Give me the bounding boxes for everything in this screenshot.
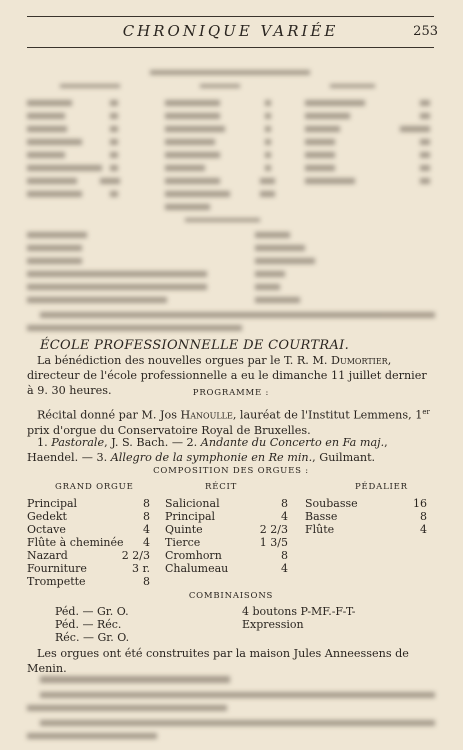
recit-heading: RÉCIT	[205, 482, 238, 492]
section-title: ÉCOLE PROFESSIONNELLE DE COURTRAI.	[40, 338, 350, 353]
top-rule	[27, 16, 434, 17]
stop-name: Tierce	[165, 536, 201, 549]
stop-name: Cromhorn	[165, 549, 222, 562]
pieces-paragraph: 1. Pastorale, J. S. Bach. — 2. Andante du Concerto en Fa maj., Haendel. — 3. Allegro de la symphonie en Re min., Guilmant.	[27, 436, 388, 464]
stop-name: Nazard	[27, 549, 68, 562]
programme-heading: PROGRAMME :	[192, 388, 270, 398]
combination-buttons: 4 boutons P-MF.-F-T-	[242, 605, 356, 618]
composition-heading: COMPOSITION DES ORGUES :	[153, 466, 309, 476]
recital-paragraph: Récital donné par M. Jos Hanoulle, lauréat de l'Institut Lemmens, 1er prix d'orgue du Conservatoire Royal de Bruxelles.	[27, 408, 430, 437]
combination-item: Péd. — Réc.	[55, 618, 122, 631]
page-number: 253	[413, 24, 438, 39]
stop-name: Quinte	[165, 523, 203, 536]
stop-name: Gedekt	[27, 510, 67, 523]
stop-name: Trompette	[27, 575, 86, 588]
running-head: CHRONIQUE VARIÉE	[122, 22, 339, 40]
pedalier-heading: PÉDALIER	[355, 482, 408, 492]
stop-name: Salicional	[165, 497, 220, 510]
header-rule	[27, 47, 434, 48]
stop-value: 4	[143, 523, 150, 536]
closing-paragraph: Les orgues ont été construites par la maison Jules Anneessens de Menin.	[27, 647, 409, 675]
stop-name: Principal	[27, 497, 78, 510]
stop-value: 16	[413, 497, 427, 510]
intro-paragraph: La bénédiction des nouvelles orgues par le T. R. M. Dumortier, directeur de l'école professionnelle a eu le dimanche 11 juillet dernier à 9. 30 heures.	[27, 354, 427, 397]
stop-value: 8	[281, 549, 288, 562]
stop-name: Chalumeau	[165, 562, 229, 575]
stop-name: Flûte à cheminée	[27, 536, 124, 549]
stop-value: 2 2/3	[259, 523, 288, 536]
stop-value: 3 r.	[131, 562, 150, 575]
combination-item: Réc. — Gr. O.	[55, 631, 130, 644]
stop-name: Basse	[305, 510, 338, 523]
stop-name: Principal	[165, 510, 216, 523]
combination-item: Péd. — Gr. O.	[55, 605, 129, 618]
stop-value: 4	[143, 536, 150, 549]
stop-value: 8	[281, 497, 288, 510]
stop-value: 8	[143, 575, 150, 588]
stop-name: Flûte	[305, 523, 335, 536]
stop-value: 2 2/3	[121, 549, 150, 562]
stop-value: 4	[281, 510, 288, 523]
stop-value: 4	[420, 523, 427, 536]
combination-expression: Expression	[242, 618, 304, 631]
stop-value: 4	[281, 562, 288, 575]
stop-value: 8	[143, 510, 150, 523]
combinaisons-heading: COMBINAISONS	[188, 591, 274, 601]
stop-value: 8	[420, 510, 427, 523]
stop-value: 1 3/5	[259, 536, 288, 549]
stop-value: 8	[143, 497, 150, 510]
stop-name: Fourniture	[27, 562, 87, 575]
stop-name: Octave	[27, 523, 66, 536]
grand-orgue-heading: GRAND ORGUE	[55, 482, 134, 492]
stop-name: Soubasse	[305, 497, 358, 510]
